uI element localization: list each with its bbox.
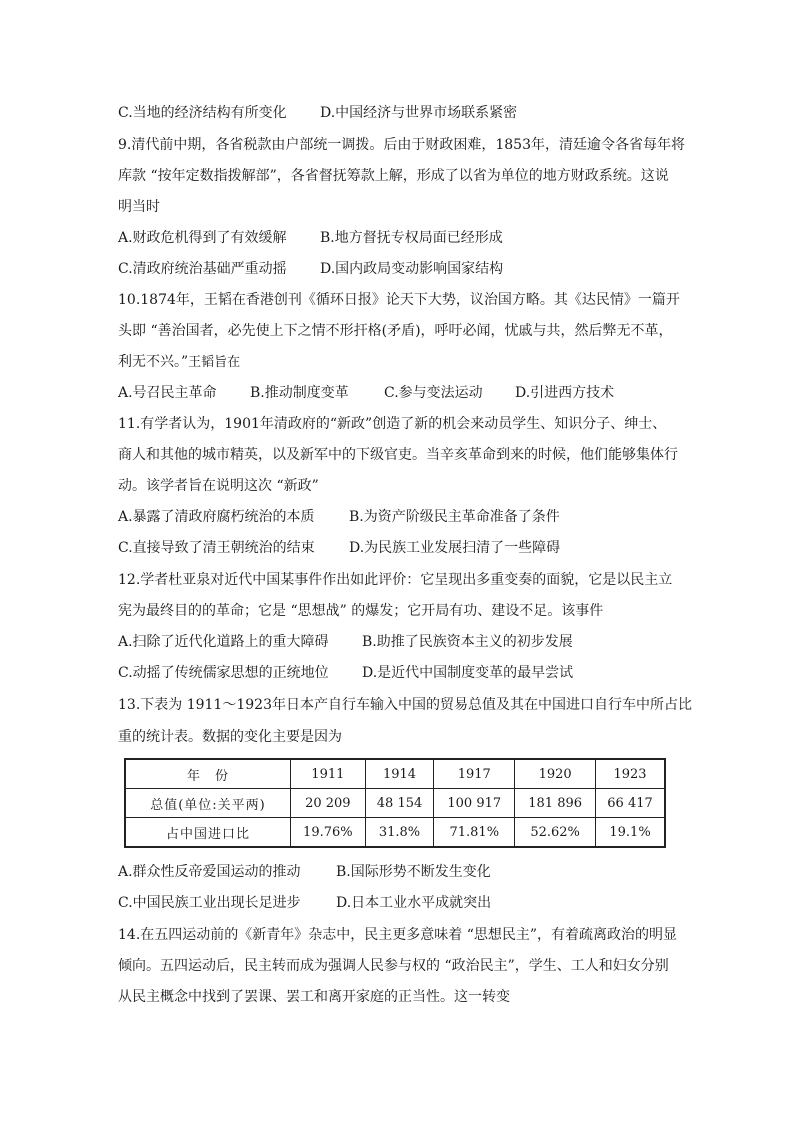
table-cell-share: 31.8%	[365, 818, 434, 848]
table-row-totals	[125, 789, 665, 818]
table-cell-year: 1911	[291, 759, 366, 789]
q12-option-a: A.扫除了近代化道路上的重大障碍	[118, 634, 329, 650]
q10-stem-quote-end: 利无不兴。”	[118, 354, 189, 370]
table-cell-total: 20 209	[291, 789, 366, 818]
q14-stem-line-2: 倾向。五四运动后，民主转而成为强调人民参与权的 “政治民主”，学生、工人和妇女分别	[118, 958, 669, 974]
q9-stem-line-1: 9.清代前中期，各省税款由户部统一调拨。后由于财政困难，1853年，清廷逾令各省每年将	[118, 137, 685, 153]
bicycle-import-table	[124, 758, 666, 848]
table-cell-year: 1914	[365, 759, 434, 789]
q10-stem-line-2: 头即 “善治国者，必先使上下之情不形扞格(矛盾)，呼吁必闻，忧戚与共，然后弊无不革，	[118, 323, 673, 339]
table-row-shares	[125, 818, 665, 848]
q10-option-a: A.号召民主革命	[118, 385, 217, 401]
q11-stem-line-2: 商人和其他的城市精英，以及新军中的下级官吏。当辛亥革命到来的时候，他们能够集体行	[118, 447, 678, 463]
table-cell-share: 52.62%	[515, 818, 596, 848]
table-header-share: 占中国进口比	[125, 818, 291, 848]
q10-option-c: C.参与变法运动	[384, 385, 483, 401]
table-cell-share: 19.76%	[291, 818, 366, 848]
table-cell-total: 48 154	[365, 789, 434, 818]
q12-stem-line-2: 宪为最终目的的革命；它是 “思想战” 的爆发；它开局有功、建设不足。该事件	[118, 603, 604, 619]
q10-stem-line-3	[118, 352, 240, 373]
q10-option-d: D.引进西方技术	[515, 385, 615, 401]
q11-option-b: B.为资产阶级民主革命准备了条件	[349, 509, 560, 525]
q12-option-d: D.是近代中国制度变革的最早尝试	[362, 665, 574, 681]
q12-stem-line-1: 12.学者杜亚泉对近代中国某事件作出如此评价：它呈现出多重变奏的面貌，它是以民主立	[118, 572, 673, 588]
q14-stem-line-3: 从民主概念中找到了罢课、罢工和离开家庭的正当性。这一转变	[118, 989, 510, 1005]
table-cell-year: 1923	[596, 759, 665, 789]
q12-option-b: B.助推了民族资本主义的初步发展	[362, 634, 573, 650]
q8-option-c: C.当地的经济结构有所变化	[118, 105, 287, 121]
q9-stem-line-3: 明当时	[118, 199, 160, 215]
q13-option-d: D.日本工业水平成就突出	[336, 895, 492, 911]
q11-option-d: D.为民族工业发展扫清了一些障碍	[349, 540, 561, 556]
q8-option-d: D.中国经济与世界市场联系紧密	[320, 105, 518, 121]
q13-stem-line-2: 重的统计表。数据的变化主要是因为	[118, 729, 342, 745]
q9-option-d: D.国内政局变动影响国家结构	[320, 261, 504, 277]
q9-option-b: B.地方督抚专权局面已经形成	[320, 230, 503, 246]
table-cell-share: 71.81%	[434, 818, 515, 848]
q9-option-a: A.财政危机得到了有效缓解	[118, 230, 287, 246]
q11-stem-line-1: 11.有学者认为，1901年清政府的“新政”创造了新的机会来动员学生、知识分子、绅士、	[118, 416, 667, 432]
q10-stem-question: 王韬旨在	[188, 355, 241, 370]
q14-stem-line-1: 14.在五四运动前的《新青年》杂志中，民主更多意味着 “思想民主”，有着疏离政治的明显	[118, 927, 678, 943]
q10-option-b: B.推动制度变革	[250, 385, 349, 401]
q10-stem-line-1: 10.1874年，王韬在香港创刊《循环日报》论天下大势，议治国方略。其《达民情》一篇开	[118, 292, 680, 308]
q11-option-a: A.暴露了清政府腐朽统治的本质	[118, 509, 315, 525]
table-cell-year: 1917	[434, 759, 515, 789]
q13-option-a: A.群众性反帝爱国运动的推动	[118, 864, 301, 880]
table-header-total: 总值(单位:关平两)	[125, 789, 291, 818]
table-header-year: 年 份	[125, 759, 291, 789]
q9-stem-line-2: 库款 “按年定数指拨解部”，各省督抚筹款上解，形成了以省为单位的地方财政系统。这说	[118, 168, 669, 184]
table-cell-year: 1920	[515, 759, 596, 789]
table-cell-share: 19.1%	[596, 818, 665, 848]
table-cell-total: 181 896	[515, 789, 596, 818]
q9-option-c: C.清政府统治基础严重动摇	[118, 261, 287, 277]
q12-option-c: C.动摇了传统儒家思想的正统地位	[118, 665, 329, 681]
q13-option-c: C.中国民族工业出现长足进步	[118, 895, 301, 911]
q13-stem-line-1: 13.下表为 1911～1923年日本产自行车输入中国的贸易总值及其在中国进口自行车中所占比	[118, 697, 692, 713]
table-cell-total: 100 917	[434, 789, 515, 818]
table-row-years	[125, 759, 665, 789]
q11-option-c: C.直接导致了清王朝统治的结束	[118, 540, 315, 556]
q13-option-b: B.国际形势不断发生变化	[336, 864, 491, 880]
table-cell-total: 66 417	[596, 789, 665, 818]
q11-stem-line-3: 动。该学者旨在说明这次 “新政”	[118, 478, 319, 494]
